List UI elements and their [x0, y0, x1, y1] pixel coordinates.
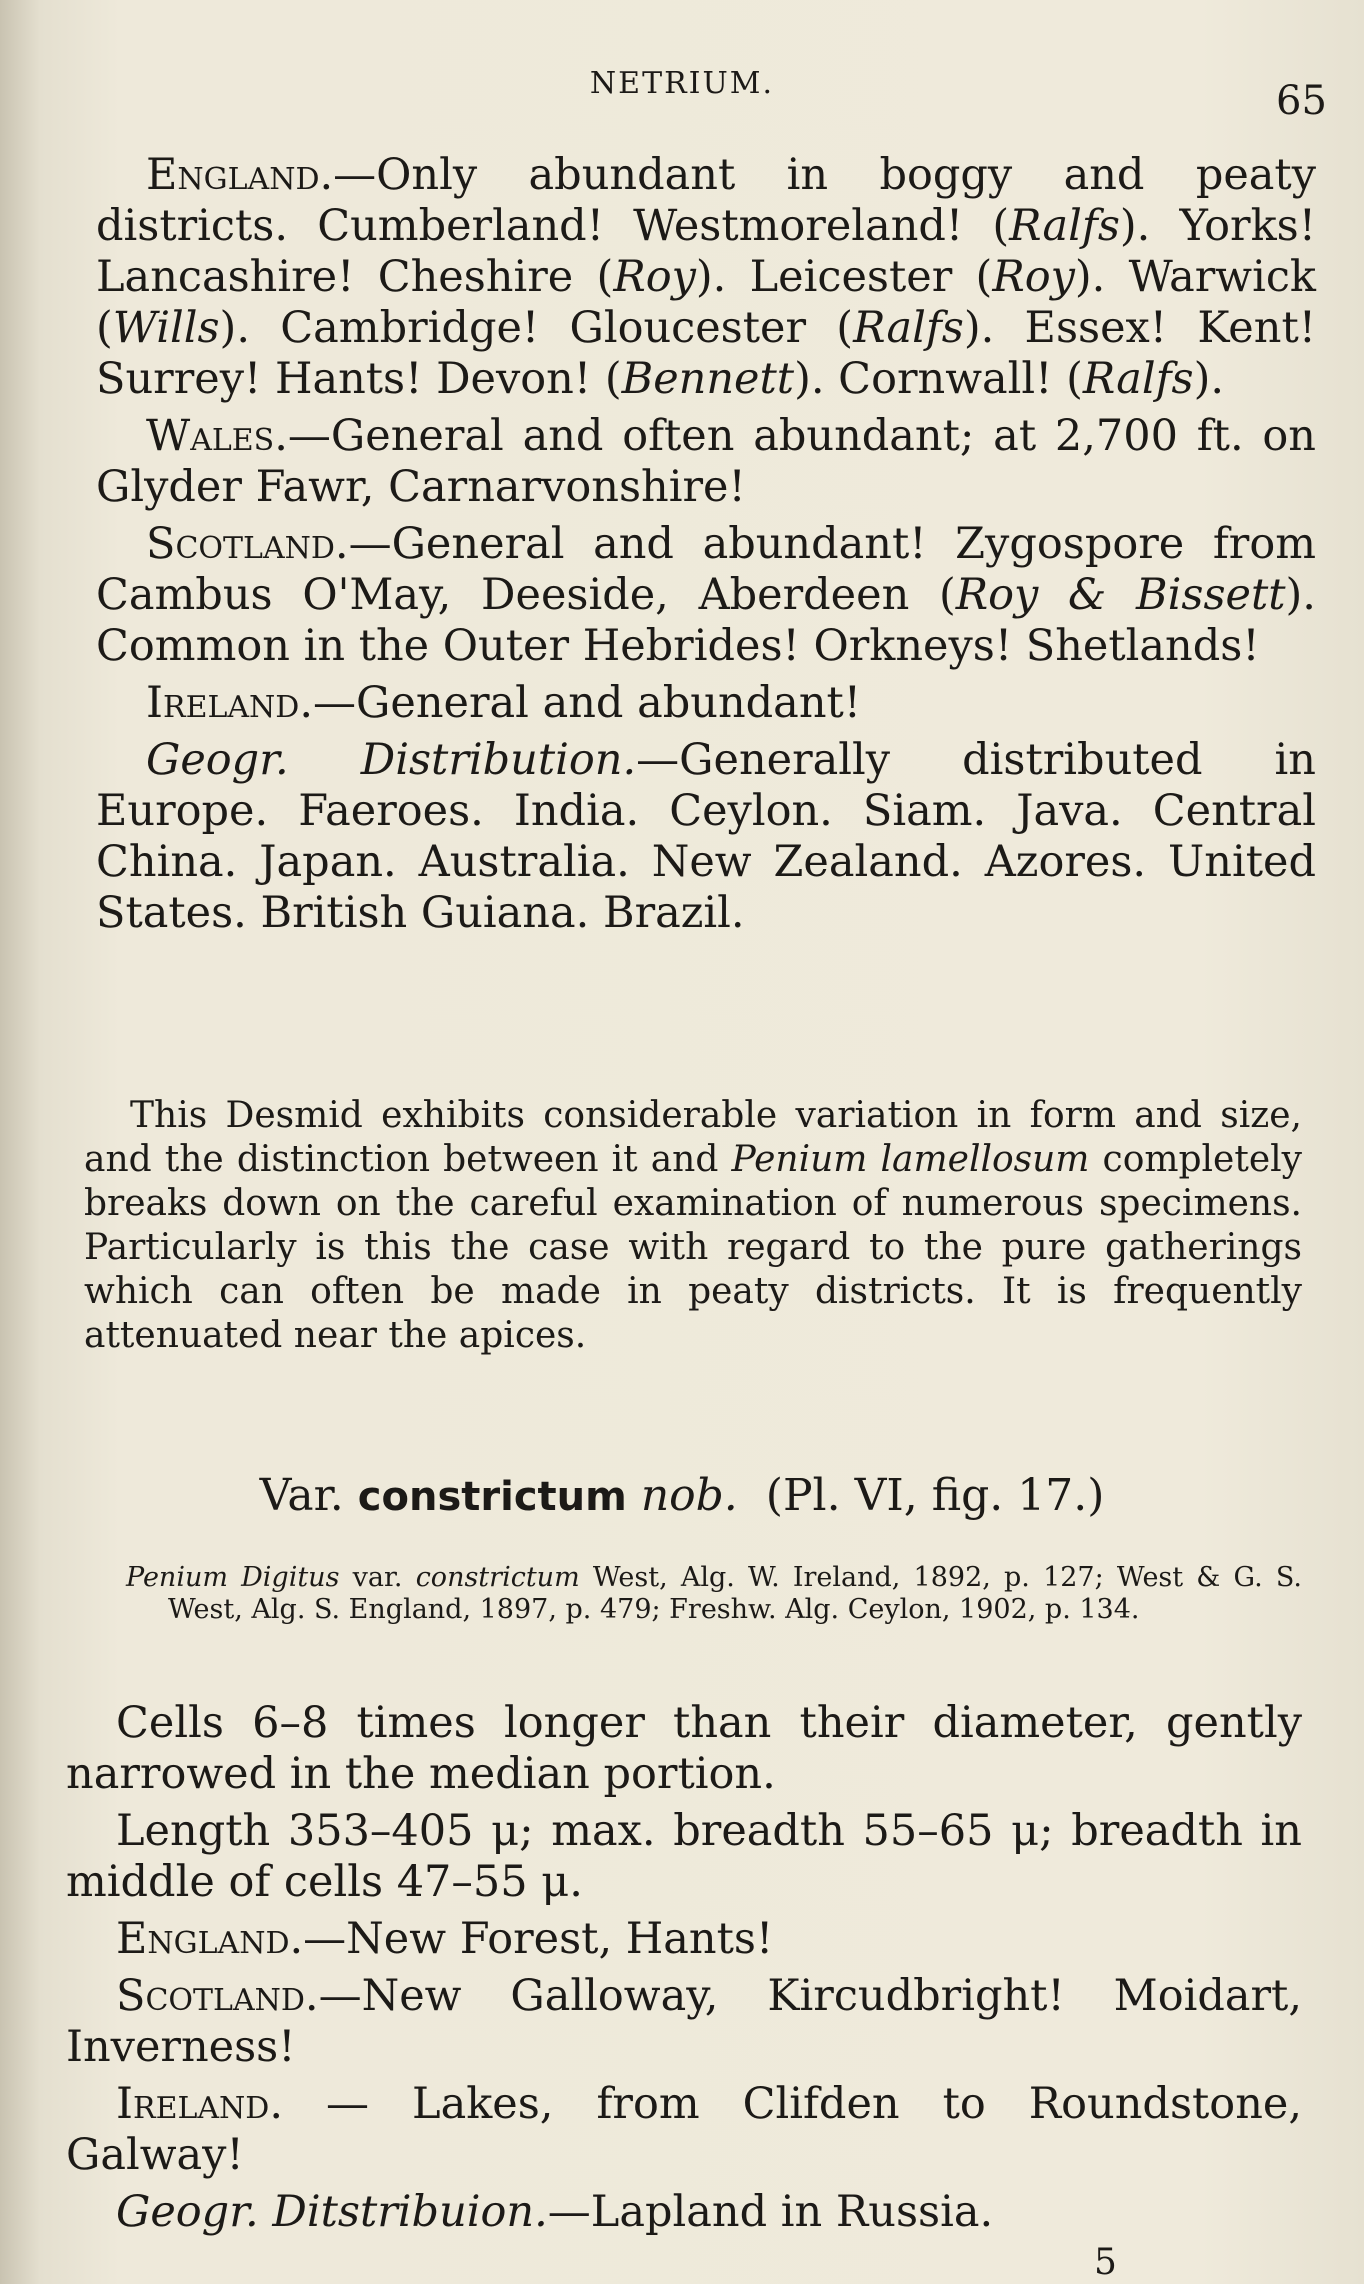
variety-england-paragraph: [66, 1914, 1302, 1965]
variety-author: nob.: [640, 1470, 738, 1521]
variety-section: [66, 1698, 1302, 2244]
england-cite-b: Roy: [613, 252, 696, 302]
variety-prefix: Var.: [259, 1470, 344, 1521]
england-text-g: ). Cornwall! (: [794, 354, 1083, 404]
geogr-label: Geogr. Distribution.: [146, 735, 637, 785]
distribution-section: [96, 150, 1316, 945]
england-cite-f: Bennett: [621, 354, 795, 404]
variety-scotland-label: Scotland.: [116, 1971, 319, 2021]
ireland-paragraph: [96, 678, 1316, 729]
england-label: England.: [146, 150, 334, 200]
citation-genus-species: Penium Digitus: [126, 1562, 340, 1593]
geogr-text: —Generally distributed in Europe. Faeroes. India. Ceylon. Siam. Java. Central China. Japan. Australia. New Zealand. Azores. United States. British Guiana. Brazil.: [96, 735, 1316, 938]
variety-ireland-text: — Lakes, from Clifden to Roundstone, Galway!: [66, 2079, 1302, 2180]
england-text-c: ). Leicester (: [695, 252, 993, 302]
england-text-d: ). Warwick (: [96, 252, 1316, 353]
variety-geogr-label: Geogr. Ditstribuion.: [116, 2187, 548, 2237]
variety-citation: [126, 1562, 1302, 1626]
running-title: NETRIUM.: [589, 66, 775, 101]
scotland-text-a: —General and abundant! Zygospore from Cambus O'May, Deeside, Aberdeen (: [96, 519, 1316, 620]
variety-england-text: —New Forest, Hants!: [303, 1914, 774, 1964]
england-cite-e: Ralfs: [853, 303, 964, 353]
scotland-paragraph: [96, 519, 1316, 672]
england-text-h: ).: [1193, 354, 1225, 404]
variety-ireland-label: Ireland.: [116, 2079, 284, 2129]
variety-name: constrictum: [357, 1474, 627, 1520]
england-cite-d: Wills: [112, 303, 220, 353]
remark-paragraph: [84, 1094, 1302, 1358]
variety-england-label: England.: [116, 1914, 304, 1964]
wales-label: Wales.: [146, 411, 288, 461]
variety-scotland-text: —New Galloway, Kircudbright! Moidart, Inverness!: [66, 1971, 1302, 2072]
england-text-e: ). Cambridge! Gloucester (: [219, 303, 854, 353]
variety-ireland-paragraph: [66, 2079, 1302, 2181]
england-cite-g: Ralfs: [1082, 354, 1194, 404]
signature-mark: 5: [1094, 2242, 1117, 2283]
scotland-cite: Roy & Bissett: [955, 570, 1286, 620]
scotland-label: Scotland.: [146, 519, 349, 569]
ireland-label: Ireland.: [146, 678, 314, 728]
citation-var-word: var.: [339, 1562, 416, 1593]
england-cite-c: Roy: [992, 252, 1075, 302]
variety-geogr-paragraph: [66, 2187, 1302, 2238]
england-text-a: —Only abundant in boggy and peaty districts. Cumberland! Westmoreland! (: [96, 150, 1316, 251]
variety-scotland-paragraph: [66, 1971, 1302, 2073]
remark-section: [84, 1094, 1302, 1358]
scotland-text-b: ). Common in the Outer Hebrides! Orkneys! Shetlands!: [96, 570, 1316, 671]
variety-dimensions: Length 353–405 μ; max. breadth 55–65 μ; breadth in middle of cells 47–55 μ.: [66, 1806, 1302, 1907]
remark-species: Penium lamellosum: [731, 1139, 1090, 1180]
variety-plate: (Pl. VI, fig. 17.): [765, 1470, 1105, 1521]
wales-text: —General and often abundant; at 2,700 ft. on Glyder Fawr, Carnarvonshire!: [96, 411, 1316, 512]
variety-geogr-text: —Lapland in Russia.: [547, 2187, 994, 2237]
variety-description: Cells 6–8 times longer than their diameter, gently narrowed in the median portion.: [66, 1698, 1302, 1799]
page-number: 65: [1276, 78, 1327, 124]
england-text-f: ). Essex! Kent! Surrey! Hants! Devon! (: [96, 303, 1316, 404]
citation-var-name: constrictum: [415, 1562, 580, 1593]
remark-text-a: This Desmid exhibits considerable variation in form and size, and the distinction between it and: [84, 1095, 1302, 1180]
geogr-paragraph: [96, 735, 1316, 939]
england-cite-a: Ralfs: [1009, 201, 1120, 251]
wales-paragraph: [96, 411, 1316, 513]
variety-heading: [0, 1470, 1364, 1521]
remark-text-b: completely breaks down on the careful examination of numerous specimens. Particularly is this the case with regard to the pure gatherings which can often be made in peaty districts. It is frequently attenuated near the apices.: [84, 1139, 1302, 1356]
ireland-text: —General and abundant!: [313, 678, 862, 728]
citation-text: West, Alg. W. Ireland, 1892, p. 127; West & G. S. West, Alg. S. England, 1897, p. 479; Freshw. Alg. Ceylon, 1902, p. 134.: [168, 1562, 1303, 1625]
citation-paragraph: [126, 1562, 1302, 1626]
england-text-b: ). Yorks! Lancashire! Cheshire (: [96, 201, 1317, 302]
england-paragraph: [96, 150, 1316, 405]
